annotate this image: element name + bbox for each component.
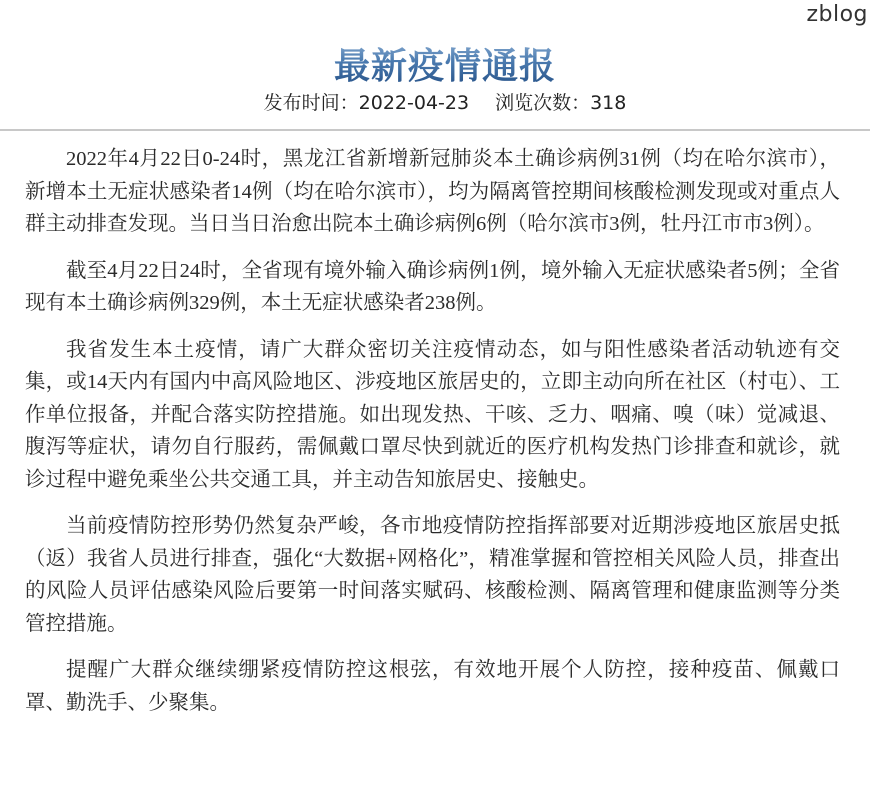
article-body bbox=[25, 143, 840, 733]
paragraph-cumulative-cases: 截至4月22日24时，全省现有境外输入确诊病例1例，境外输入无症状感染者5例；全省现有本土确诊病例329例，本土无症状感染者238例。 bbox=[25, 259, 840, 314]
article-meta bbox=[0, 88, 870, 115]
views-count: 318 bbox=[590, 92, 627, 114]
paragraph-public-guidance: 我省发生本土疫情，请广大群众密切关注疫情动态，如与阳性感染者活动轨迹有交集，或14天内有国内中高风险地区、涉疫地区旅居史的，立即主动向所在社区（村屯）、工作单位报备，并配合落实防控措施。如出现发热、干咳、乏力、咽痛、嗅（味）觉减退、腹泻等症状，请勿自行服药，需佩戴口罩尽快到就近的医疗机构发热门诊排查和就诊，就诊过程中避免乘坐公共交通工具，并主动告知旅居史、接触史。 bbox=[25, 338, 840, 491]
watermark: zblog bbox=[806, 2, 868, 27]
views-label: 浏览次数： bbox=[495, 92, 591, 114]
page-title: 最新疫情通报 bbox=[0, 38, 870, 89]
publish-date: 2022-04-23 bbox=[358, 92, 470, 114]
paragraph-reminder: 提醒广大群众继续绷紧疫情防控这根弦，有效地开展个人防控，接种疫苗、佩戴口罩、勤洗手、少聚集。 bbox=[25, 659, 840, 714]
header-divider bbox=[0, 129, 870, 131]
paragraph-daily-cases: 2022年4月22日0-24时，黑龙江省新增新冠肺炎本土确诊病例31例（均在哈尔滨市），新增本土无症状感染者14例（均在哈尔滨市），均为隔离管控期间核酸检测发现或对重点人群主动排查发现。当日当日治愈出院本土确诊病例6例（哈尔滨市3例，牡丹江市市3例）。 bbox=[25, 148, 840, 235]
paragraph-control-measures: 当前疫情防控形势仍然复杂严峻，各市地疫情防控指挥部要对近期涉疫地区旅居史抵（返）我省人员进行排查，强化“大数据+网格化”，精准掌握和管控相关风险人员，排查出的风险人员评估感染风险后要第一时间落实赋码、核酸检测、隔离管理和健康监测等分类管控措施。 bbox=[25, 515, 840, 635]
publish-label: 发布时间： bbox=[263, 92, 359, 114]
